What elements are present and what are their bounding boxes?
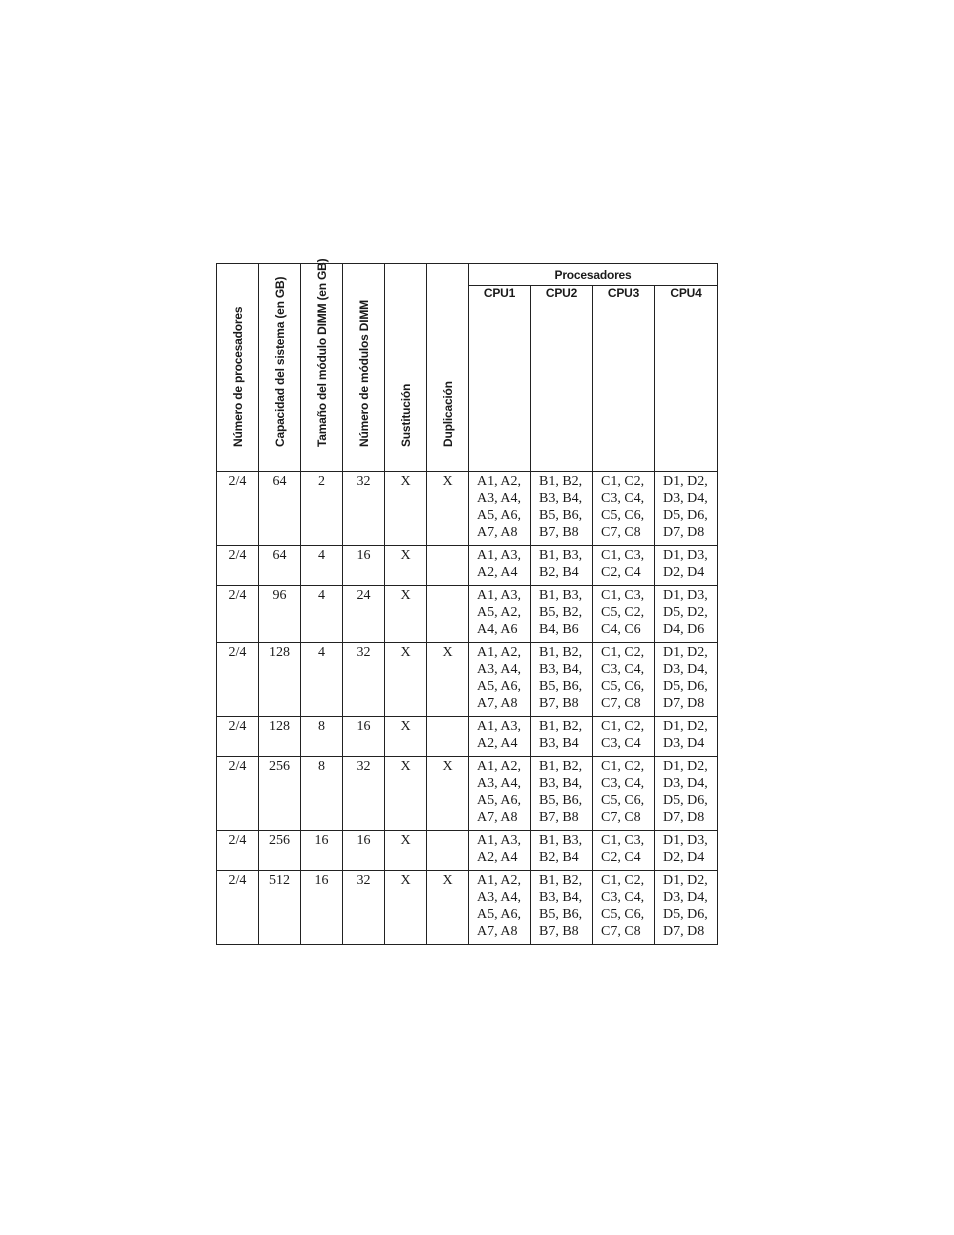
cpu4-slots-cell: [655, 546, 718, 586]
table-cell: 16: [301, 831, 343, 871]
table-row: [217, 717, 718, 757]
table-cell: 24: [343, 586, 385, 643]
slot-line: C3, C4: [601, 736, 641, 751]
table-row: [217, 546, 718, 586]
slot-line: D5, D6,: [663, 679, 708, 694]
slot-line: A1, A3,: [477, 719, 521, 734]
slot-line: A4, A6: [477, 622, 518, 637]
cpu1-slots-cell: [469, 871, 531, 945]
slot-line: B3, B4,: [539, 491, 583, 506]
table-cell: 2/4: [217, 586, 259, 643]
cpu2-slots-cell: [531, 871, 593, 945]
table-cell: 16: [343, 546, 385, 586]
slot-line: D7, D8: [663, 810, 705, 825]
table-cell: 2: [301, 472, 343, 546]
slot-line: D2, D4: [663, 565, 705, 580]
slot-line: D3, D4: [663, 736, 705, 751]
slot-line: C3, C4,: [601, 776, 645, 791]
table-cell: 64: [259, 546, 301, 586]
slot-line: B7, B8: [539, 525, 579, 540]
cpu1-slots-cell: [469, 586, 531, 643]
cpu4-slots-cell: [655, 717, 718, 757]
cpu4-slots-cell: [655, 643, 718, 717]
cpu3-slots-cell: [593, 717, 655, 757]
slot-line: C7, C8: [601, 924, 641, 939]
slot-line: D5, D2,: [663, 605, 708, 620]
memory-config-table: [216, 258, 718, 945]
cpu3-slots-cell: [593, 831, 655, 871]
slot-line: B1, B3,: [539, 588, 583, 603]
cpu1-slots-cell: [469, 757, 531, 831]
slot-line: A3, A4,: [477, 662, 521, 677]
table-cell: 32: [343, 472, 385, 546]
slot-line: C3, C4,: [601, 491, 645, 506]
slot-line: C1, C3,: [601, 833, 645, 848]
slot-line: B4, B6: [539, 622, 579, 637]
slot-line: B7, B8: [539, 696, 579, 711]
slot-line: A1, A2,: [477, 645, 521, 660]
header-dimm-size: Tamaño del módulo DIMM (en GB): [301, 264, 343, 472]
cpu2-slots-cell: [531, 831, 593, 871]
table-cell: 2/4: [217, 757, 259, 831]
table-cell: 4: [301, 643, 343, 717]
slot-line: C3, C4,: [601, 890, 645, 905]
cpu4-slots-cell: [655, 757, 718, 831]
cpu2-slots-cell: [531, 586, 593, 643]
slot-line: D3, D4,: [663, 776, 708, 791]
table-cell: 2/4: [217, 643, 259, 717]
slot-line: A5, A6,: [477, 508, 521, 523]
table-cell: X: [385, 643, 427, 717]
slot-line: B1, B2,: [539, 759, 583, 774]
slot-line: D4, D6: [663, 622, 705, 637]
slot-line: D1, D2,: [663, 759, 708, 774]
table-cell: 8: [301, 757, 343, 831]
table-cell: X: [427, 871, 469, 945]
table-cell: [427, 717, 469, 757]
slot-line: A1, A3,: [477, 548, 521, 563]
slot-line: C3, C4,: [601, 662, 645, 677]
header-system-capacity: Capacidad del sistema (en GB): [259, 264, 301, 472]
slot-line: A5, A2,: [477, 605, 521, 620]
slot-line: B2, B4: [539, 850, 579, 865]
cpu2-slots-cell: [531, 757, 593, 831]
table-cell: 2/4: [217, 717, 259, 757]
table-cell: [427, 546, 469, 586]
slot-line: C1, C2,: [601, 719, 645, 734]
table-cell: 256: [259, 831, 301, 871]
cpu4-slots-cell: [655, 831, 718, 871]
table-body: [217, 472, 718, 945]
slot-line: C2, C4: [601, 850, 641, 865]
slot-line: A1, A3,: [477, 833, 521, 848]
slot-line: D1, D2,: [663, 719, 708, 734]
slot-line: B1, B2,: [539, 719, 583, 734]
cpu1-slots-cell: [469, 643, 531, 717]
table-cell: 256: [259, 757, 301, 831]
table-row: [217, 757, 718, 831]
cpu1-slots-cell: [469, 717, 531, 757]
slot-line: D1, D3,: [663, 833, 708, 848]
table-cell: 32: [343, 643, 385, 717]
table-cell: 2/4: [217, 546, 259, 586]
slot-line: C1, C2,: [601, 645, 645, 660]
slot-line: D5, D6,: [663, 508, 708, 523]
table-cell: X: [385, 871, 427, 945]
table-cell: 4: [301, 546, 343, 586]
cpu3-slots-cell: [593, 643, 655, 717]
slot-line: A1, A3,: [477, 588, 521, 603]
table-cell: X: [427, 643, 469, 717]
slot-line: B7, B8: [539, 924, 579, 939]
table-cell: 2/4: [217, 831, 259, 871]
slot-line: D7, D8: [663, 924, 705, 939]
table-cell: [427, 831, 469, 871]
slot-line: C1, C2,: [601, 873, 645, 888]
cpu4-slots-cell: [655, 871, 718, 945]
slot-line: B5, B2,: [539, 605, 583, 620]
table-cell: X: [427, 757, 469, 831]
table-cell: 2/4: [217, 472, 259, 546]
slot-line: B3, B4,: [539, 776, 583, 791]
slot-line: B5, B6,: [539, 907, 583, 922]
table-cell: X: [385, 831, 427, 871]
table-cell: 8: [301, 717, 343, 757]
slot-line: C1, C2,: [601, 759, 645, 774]
slot-line: B5, B6,: [539, 793, 583, 808]
table-cell: X: [385, 472, 427, 546]
slot-line: B5, B6,: [539, 679, 583, 694]
table-cell: 96: [259, 586, 301, 643]
slot-line: A1, A2,: [477, 873, 521, 888]
slot-line: B1, B3,: [539, 833, 583, 848]
slot-line: A3, A4,: [477, 776, 521, 791]
cpu1-slots-cell: [469, 472, 531, 546]
slot-line: A7, A8: [477, 696, 518, 711]
table-cell: [427, 586, 469, 643]
table-cell: 16: [343, 831, 385, 871]
cpu2-slots-cell: [531, 717, 593, 757]
table-row: [217, 472, 718, 546]
cpu3-slots-cell: [593, 472, 655, 546]
slot-line: A1, A2,: [477, 759, 521, 774]
slot-line: A7, A8: [477, 525, 518, 540]
slot-line: D1, D2,: [663, 645, 708, 660]
slot-line: C1, C3,: [601, 548, 645, 563]
slot-line: D7, D8: [663, 696, 705, 711]
table-cell: X: [385, 717, 427, 757]
slot-line: D5, D6,: [663, 793, 708, 808]
slot-line: C4, C6: [601, 622, 641, 637]
slot-line: A3, A4,: [477, 491, 521, 506]
slot-line: C7, C8: [601, 810, 641, 825]
cpu1-slots-cell: [469, 831, 531, 871]
table-cell: 32: [343, 757, 385, 831]
slot-line: B1, B2,: [539, 645, 583, 660]
header-mirroring: Duplicación: [427, 264, 469, 472]
slot-line: C5, C6,: [601, 793, 645, 808]
slot-line: D7, D8: [663, 525, 705, 540]
cpu3-slots-cell: [593, 757, 655, 831]
table-cell: 128: [259, 643, 301, 717]
slot-line: A2, A4: [477, 736, 518, 751]
slot-line: A5, A6,: [477, 907, 521, 922]
slot-line: A5, A6,: [477, 793, 521, 808]
cpu3-slots-cell: [593, 586, 655, 643]
cpu4-slots-cell: [655, 472, 718, 546]
slot-line: C1, C2,: [601, 474, 645, 489]
slot-line: B1, B2,: [539, 873, 583, 888]
slot-line: C2, C4: [601, 565, 641, 580]
table-cell: X: [385, 757, 427, 831]
slot-line: B3, B4,: [539, 890, 583, 905]
slot-line: D3, D4,: [663, 890, 708, 905]
cpu2-slots-cell: [531, 546, 593, 586]
slot-line: D1, D3,: [663, 548, 708, 563]
slot-line: B5, B6,: [539, 508, 583, 523]
slot-line: B3, B4,: [539, 662, 583, 677]
slot-line: B7, B8: [539, 810, 579, 825]
slot-line: D1, D3,: [663, 588, 708, 603]
cpu3-slots-cell: [593, 871, 655, 945]
slot-line: D5, D6,: [663, 907, 708, 922]
header-cpu1: CPU1: [469, 286, 531, 472]
slot-line: C1, C3,: [601, 588, 645, 603]
slot-line: A5, A6,: [477, 679, 521, 694]
table-cell: 16: [301, 871, 343, 945]
table-cell: 4: [301, 586, 343, 643]
slot-line: C5, C6,: [601, 907, 645, 922]
slot-line: C5, C6,: [601, 679, 645, 694]
slot-line: A1, A2,: [477, 474, 521, 489]
header-num-processors: Número de procesadores: [217, 264, 259, 472]
slot-line: D2, D4: [663, 850, 705, 865]
slot-line: D3, D4,: [663, 491, 708, 506]
slot-line: A2, A4: [477, 850, 518, 865]
header-cpu4: CPU4: [655, 286, 718, 472]
cpu2-slots-cell: [531, 643, 593, 717]
header-cpu2: CPU2: [531, 286, 593, 472]
cpu1-slots-cell: [469, 546, 531, 586]
slot-line: D1, D2,: [663, 474, 708, 489]
table-row: [217, 643, 718, 717]
table-cell: 16: [343, 717, 385, 757]
slot-line: B3, B4: [539, 736, 579, 751]
table-cell: 2/4: [217, 871, 259, 945]
table-row: [217, 586, 718, 643]
cpu3-slots-cell: [593, 546, 655, 586]
slot-line: C7, C8: [601, 525, 641, 540]
header-sparing: Sustitución: [385, 264, 427, 472]
slot-line: B1, B2,: [539, 474, 583, 489]
header-cpu3: CPU3: [593, 286, 655, 472]
table-cell: 64: [259, 472, 301, 546]
table-cell: 32: [343, 871, 385, 945]
table-cell: X: [427, 472, 469, 546]
table-cell: 512: [259, 871, 301, 945]
slot-line: C5, C6,: [601, 508, 645, 523]
slot-line: C5, C2,: [601, 605, 645, 620]
header-processors-group: Procesadores: [469, 264, 718, 286]
slot-line: B2, B4: [539, 565, 579, 580]
cpu2-slots-cell: [531, 472, 593, 546]
slot-line: A7, A8: [477, 924, 518, 939]
header-num-dimms: Número de módulos DIMM: [343, 264, 385, 472]
table-cell: X: [385, 546, 427, 586]
slot-line: D1, D2,: [663, 873, 708, 888]
slot-line: B1, B3,: [539, 548, 583, 563]
cpu4-slots-cell: [655, 586, 718, 643]
slot-line: C7, C8: [601, 696, 641, 711]
slot-line: D3, D4,: [663, 662, 708, 677]
slot-line: A2, A4: [477, 565, 518, 580]
slot-line: A7, A8: [477, 810, 518, 825]
table-cell: X: [385, 586, 427, 643]
table-row: [217, 871, 718, 945]
slot-line: A3, A4,: [477, 890, 521, 905]
table-row: [217, 831, 718, 871]
table-cell: 128: [259, 717, 301, 757]
